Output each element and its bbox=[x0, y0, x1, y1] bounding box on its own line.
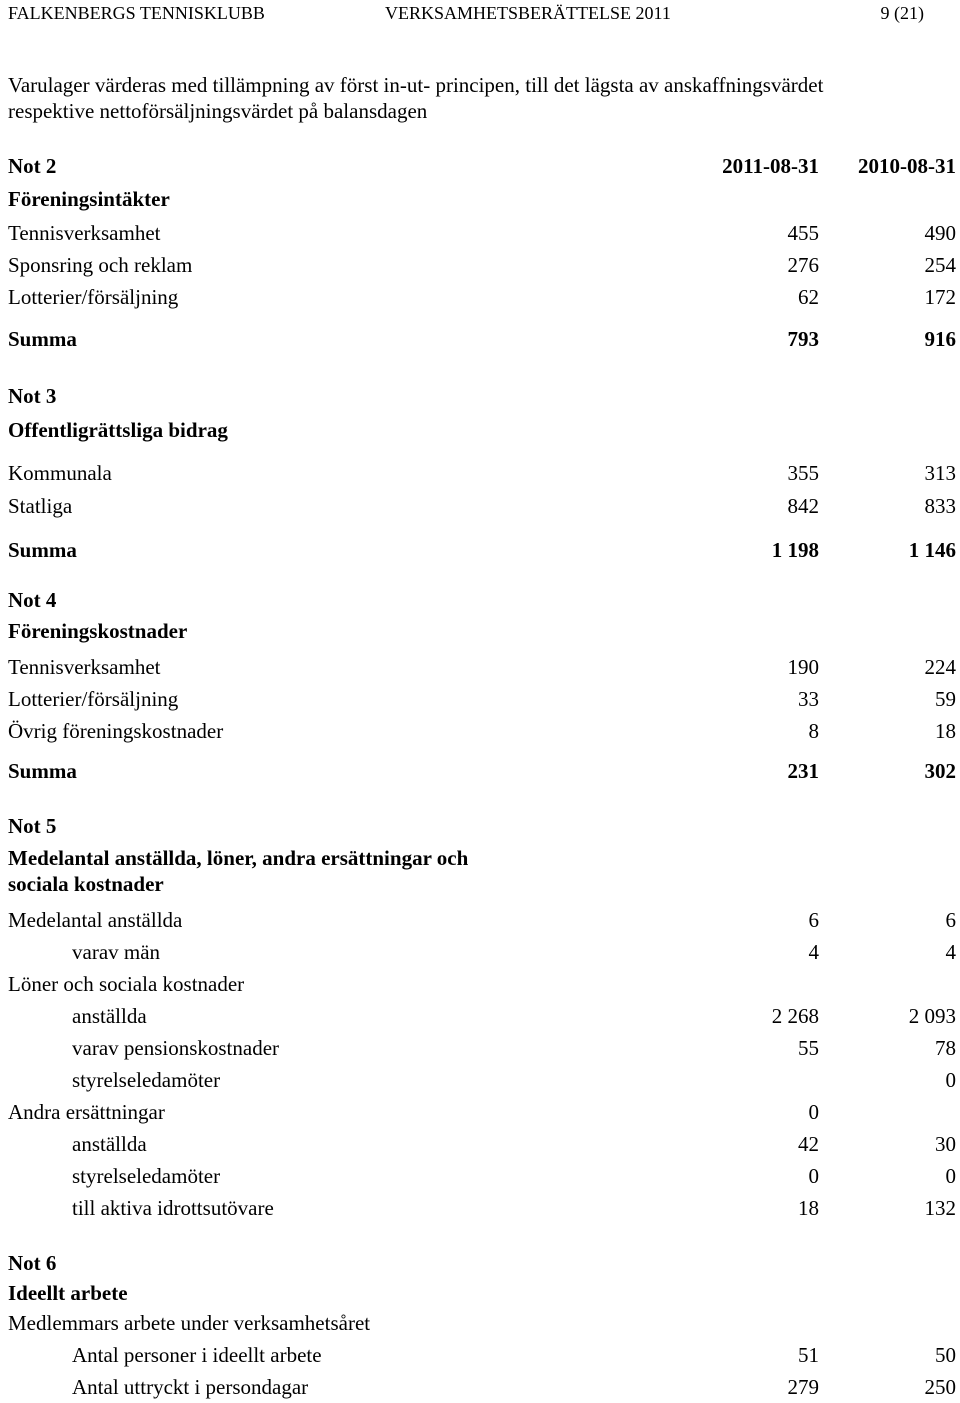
table-row bbox=[8, 940, 956, 968]
sum-2011: 793 bbox=[787, 327, 819, 351]
note-2-title bbox=[8, 187, 956, 215]
note-4-title bbox=[8, 619, 956, 647]
value-2011: 55 bbox=[798, 1036, 819, 1060]
row-label: Statliga bbox=[8, 494, 73, 518]
value-2011: 8 bbox=[808, 719, 819, 743]
table-row bbox=[8, 461, 956, 489]
row-label: Tennisverksamhet bbox=[8, 655, 161, 679]
intro-line: Varulager värderas med tillämpning av först in-ut- principen, till det lägsta av anskaffningsvärdet bbox=[8, 73, 824, 97]
note-title-line: Medelantal anställda, löner, andra ersättningar och bbox=[8, 846, 469, 870]
note-6-subtitle bbox=[8, 1311, 956, 1339]
note-title: Föreningsintäkter bbox=[8, 187, 170, 211]
table-row bbox=[8, 1036, 956, 1064]
value-2010: 250 bbox=[924, 1375, 956, 1399]
value-2011: 62 bbox=[798, 285, 819, 309]
value-2011: 6 bbox=[808, 908, 819, 932]
note-label: Not 6 bbox=[8, 1251, 57, 1275]
row-label: varav män bbox=[72, 940, 161, 964]
value-2010: 0 bbox=[945, 1068, 956, 1092]
note-title-line: sociala kostnader bbox=[8, 872, 164, 896]
table-row bbox=[8, 908, 956, 936]
table-row bbox=[8, 655, 956, 683]
row-label: Sponsring och reklam bbox=[8, 253, 193, 277]
sum-row bbox=[8, 327, 956, 355]
row-label: Lotterier/försäljning bbox=[8, 687, 179, 711]
value-2010: 254 bbox=[924, 253, 956, 277]
column-header-2010: 2010-08-31 bbox=[858, 154, 956, 178]
row-label: Övrig föreningskostnader bbox=[8, 719, 224, 743]
note-6-heading bbox=[8, 1251, 956, 1279]
row-label: varav pensionskostnader bbox=[72, 1036, 280, 1060]
sum-row bbox=[8, 538, 956, 566]
sum-2010: 1 146 bbox=[908, 538, 956, 562]
row-label: anställda bbox=[72, 1004, 147, 1028]
table-row bbox=[8, 1132, 956, 1160]
sum-2011: 1 198 bbox=[771, 538, 819, 562]
note-subtitle: Medlemmars arbete under verksamhetsåret bbox=[8, 1311, 371, 1335]
table-row bbox=[8, 687, 956, 715]
value-2010: 4 bbox=[945, 940, 956, 964]
value-2011: 42 bbox=[798, 1132, 819, 1156]
value-2010: 6 bbox=[945, 908, 956, 932]
value-2010: 172 bbox=[924, 285, 956, 309]
note-5-title bbox=[8, 845, 708, 897]
sum-2010: 916 bbox=[924, 327, 956, 351]
value-2011: 2 268 bbox=[771, 1004, 819, 1028]
note-title: Föreningskostnader bbox=[8, 619, 188, 643]
note-label: Not 2 bbox=[8, 154, 57, 178]
value-2011: 4 bbox=[808, 940, 819, 964]
value-2011: 0 bbox=[808, 1164, 819, 1188]
table-row bbox=[8, 1100, 956, 1128]
note-6-title bbox=[8, 1281, 956, 1309]
table-row bbox=[8, 1164, 956, 1192]
note-label: Not 4 bbox=[8, 588, 57, 612]
note-4-heading bbox=[8, 588, 956, 616]
intro-paragraph bbox=[8, 72, 948, 124]
value-2010: 0 bbox=[945, 1164, 956, 1188]
note-5-heading bbox=[8, 814, 956, 842]
sum-label: Summa bbox=[8, 538, 77, 562]
table-row bbox=[8, 1375, 956, 1403]
row-label: styrelseledamöter bbox=[72, 1068, 221, 1092]
value-2011: 0 bbox=[808, 1100, 819, 1124]
table-row bbox=[8, 1343, 956, 1371]
table-row bbox=[8, 1068, 956, 1096]
sum-label: Summa bbox=[8, 327, 77, 351]
value-2011: 842 bbox=[787, 494, 819, 518]
table-row bbox=[8, 494, 956, 522]
row-label: till aktiva idrottsutövare bbox=[72, 1196, 274, 1220]
value-2010: 313 bbox=[924, 461, 956, 485]
note-3-heading bbox=[8, 384, 956, 412]
value-2011: 33 bbox=[798, 687, 819, 711]
value-2011: 190 bbox=[787, 655, 819, 679]
row-label: Antal personer i ideellt arbete bbox=[72, 1343, 322, 1367]
note-label: Not 3 bbox=[8, 384, 57, 408]
table-row bbox=[8, 285, 956, 313]
row-label: Tennisverksamhet bbox=[8, 221, 161, 245]
value-2010: 224 bbox=[924, 655, 956, 679]
sum-2011: 231 bbox=[787, 759, 819, 783]
value-2010: 30 bbox=[935, 1132, 956, 1156]
note-title: Offentligrättsliga bidrag bbox=[8, 418, 228, 442]
row-label: Kommunala bbox=[8, 461, 112, 485]
sum-row bbox=[8, 759, 956, 787]
value-2011: 279 bbox=[787, 1375, 819, 1399]
value-2010: 78 bbox=[935, 1036, 956, 1060]
sum-2010: 302 bbox=[924, 759, 956, 783]
table-row bbox=[8, 1004, 956, 1032]
value-2011: 355 bbox=[787, 461, 819, 485]
value-2011: 51 bbox=[798, 1343, 819, 1367]
table-row bbox=[8, 221, 956, 249]
row-label: Andra ersättningar bbox=[8, 1100, 165, 1124]
note-label: Not 5 bbox=[8, 814, 57, 838]
page-number: 9 (21) bbox=[880, 3, 924, 23]
value-2010: 132 bbox=[924, 1196, 956, 1220]
table-row bbox=[8, 253, 956, 281]
row-label: Löner och sociala kostnader bbox=[8, 972, 245, 996]
row-label: styrelseledamöter bbox=[72, 1164, 221, 1188]
value-2010: 833 bbox=[924, 494, 956, 518]
column-header-2011: 2011-08-31 bbox=[722, 154, 819, 178]
value-2010: 490 bbox=[924, 221, 956, 245]
row-label: Lotterier/försäljning bbox=[8, 285, 179, 309]
value-2010: 50 bbox=[935, 1343, 956, 1367]
value-2010: 18 bbox=[935, 719, 956, 743]
table-row bbox=[8, 1196, 956, 1224]
table-row bbox=[8, 719, 956, 747]
page-header bbox=[8, 3, 952, 27]
club-name: FALKENBERGS TENNISKLUBB bbox=[8, 3, 265, 23]
value-2010: 59 bbox=[935, 687, 956, 711]
note-3-title bbox=[8, 418, 956, 446]
value-2011: 18 bbox=[798, 1196, 819, 1220]
note-2-heading bbox=[8, 154, 956, 182]
row-label: Antal uttryckt i persondagar bbox=[72, 1375, 309, 1399]
row-label: anställda bbox=[72, 1132, 147, 1156]
value-2011: 276 bbox=[787, 253, 819, 277]
table-row bbox=[8, 972, 956, 1000]
report-title: VERKSAMHETSBERÄTTELSE 2011 bbox=[385, 3, 671, 23]
value-2010: 2 093 bbox=[908, 1004, 956, 1028]
row-label: Medelantal anställda bbox=[8, 908, 183, 932]
value-2011: 455 bbox=[787, 221, 819, 245]
intro-line: respektive nettoförsäljningsvärdet på balansdagen bbox=[8, 99, 428, 123]
note-title: Ideellt arbete bbox=[8, 1281, 128, 1305]
sum-label: Summa bbox=[8, 759, 77, 783]
